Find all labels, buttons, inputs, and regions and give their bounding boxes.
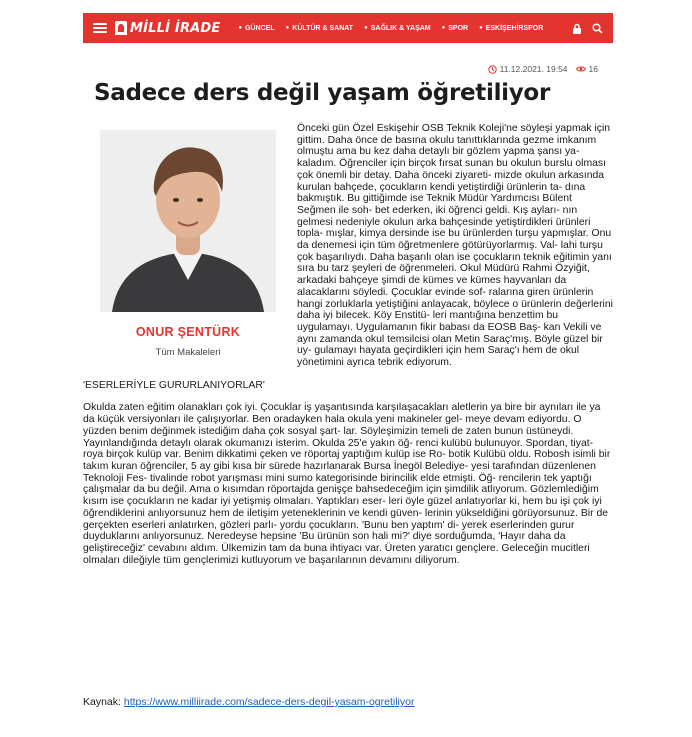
search-icon[interactable] xyxy=(592,23,603,34)
source-line xyxy=(83,696,414,708)
view-count: 16 xyxy=(588,64,598,74)
article-paragraph: Önceki gün Özel Eskişehir OSB Teknik Koleji'ne söyleşi yapmak için gittim. Daha önce de basına okulu tanıttıklarında gezme imkanım olmuştu ama bu kez daha detaylı bir gözlem yapma şansı ya- kaladım. Öğrenciler için birçok fırsat sunan bu okulun burslu olması çok önemli bir detay. Daha önceki ziyareti- mizde okulun arkasında kurulan bahçede, çocukların kendi yetiştirdiği ürünlerin ta- dına bakmıştık. Bu gittiğimde ise Teknik Müdür Yardımcısı Bülent Seğmen ile soh- bet ederken, iki öğrenci geldi. Kış ayları- nın gelmesi nedeniyle okulun arka bahçesinde yetiştirdikleri ürünleri topla- mışlar, kimya dersinde ise bu ürünlerden turşu yapmışlar. Onu da denemesi için tüm öğretmenlere götürüyorlarmış. Val- lahi turşu çok başarılıydı. Daha başarılı olan ise çocukların teknik eğitimin yanı sıra bu tarz şeyleri de öğrenmeleri. Okul Müdürü Rahmi Özyiğit, arkadaki bahçeye şimdi de kümes ve kümes hayvanları da alacaklarını söyledi. Çocuklar evinde sof- ralarına giren ürünlerin hangi zorluklarla yetiştiğini anlayacak, böylece o ürünlerin değerlerini daha iyi bilecek. Köy Enstitü- leri mantığına benzettim bu uygulamayı. Uygulamanın fikir babası da EOSB Baş- kan Vekili ve aynı zamanda okul temsilcisi olan Metin Saraç'mış. Böyle güzel bir uy- gulamayı hayata geçirdikleri için hem Saraç'ı hem de okul yönetimini ayrıca tebrik ediyorum. xyxy=(297,123,613,369)
article-paragraph: Okulda zaten eğitim olanakları çok iyi. Çocuklar iş yaşantısında karşılaşacakları aletlerin ya bire bir aynıları ile ya da küçük versiyonları ile çalışıyorlar. Ben oradayken hala okula yeni makineler gel- meye devam ediyordu. O yüzden benim değinmek istediğim daha çok sosyal şart- lar. Söyleşimizin temeli de zaten bunun üstüneydi. Yayınlandığında detaylı olarak okumanızı isterim. Okulda 25'e yakın öğ- renci kulübü bulunuyor. Spordan, tiyat- roya birçok kulüp var. Benim dikkatimi çeken ve röportaj yaptığım kulüp ise Ro- botik Kulübü oldu. Robosh isimli bir takım kuran öğrenciler, 5 ay gibi kısa bir sürede hazırlanarak Bursa İnegöl Belediye- yesi tarafından düzenlenen Teknoloji Fes- tivalinde robot yarışması mini sumo kategorisinde birincilik elde etmişti. Öğ- rencilerin tek yaptığı çalışmalar da bu değil. Ama o kısımdan röportajda genişçe bahsedeceğim için şimdilik atlıyorum. Gözlemlediğim kısım ise çocukların ne kadar iyi yetişmiş olmaları. Yaptıkları eser- leri öyle güzel anlatıyorlar ki, hem bu işi çok iyi öğrendiklerini anlıyorsunuz hem de iletişim yeteneklerinin ve kendi güven- lerinin yükseldiğini görüyorsunuz. Bir de gerçekten eserleri anlatırken, gözleri parlı- yordu çocukların. 'Bunu ben yaptım' di- yerek eserlerinden gurur duyduklarını anlıyorsunuz. Neredeyse hepsine 'Bu ürünün son hali mi?' diye sorduğumda, 'Hayır daha da geliştireceğiz' cevabını aldım. Ülkemizin tam da buna ihtiyacı var. Üreten yaratıcı gençlere. Geleceğin mucitleri olmaları dileğiyle tüm gençlerimizi kutluyorum ve başarılarının devamını diliyorum. xyxy=(83,402,611,566)
nav-dot-icon: ● xyxy=(364,25,368,31)
nav-item-spor[interactable]: ● SPOR xyxy=(441,24,469,32)
source-link[interactable]: https://www.milliirade.com/sadece-ders-degil-yasam-ogretiliyor xyxy=(123,696,415,708)
article-body xyxy=(83,123,613,577)
nav-dot-icon: ● xyxy=(238,25,243,31)
clock-icon xyxy=(488,65,497,74)
top-navbar xyxy=(83,13,613,43)
logo-icon xyxy=(115,21,127,35)
nav-dot-icon: ● xyxy=(479,25,483,31)
nav-item-kultur-sanat[interactable]: ● KÜLTÜR & SANAT xyxy=(285,24,354,32)
nav-dot-icon: ● xyxy=(285,25,290,31)
source-label: Kaynak: xyxy=(83,696,121,708)
article-title: Sadece ders değil yaşam öğretiliyor xyxy=(94,80,550,106)
nav-item-guncel[interactable]: ● GÜNCEL xyxy=(238,24,275,32)
nav-item-eskisehirspor[interactable]: ● ESKİŞEHİRSPOR xyxy=(479,24,544,32)
author-name: ONUR ŞENTÜRK xyxy=(135,325,241,339)
lock-icon[interactable] xyxy=(572,23,582,34)
publish-date: 11.12.2021. 19:54 xyxy=(499,64,568,74)
nav-actions xyxy=(562,23,603,34)
nav-menu xyxy=(238,13,554,43)
logo-text: MİLLİ İRADE xyxy=(130,20,221,36)
menu-icon[interactable] xyxy=(93,23,107,33)
article-subheading: 'ESERLERİYLE GURURLANIYORLAR' xyxy=(83,379,265,391)
eye-icon xyxy=(576,65,586,73)
all-articles-link[interactable]: Tüm Makaleleri xyxy=(155,347,221,358)
nav-dot-icon: ● xyxy=(441,25,446,31)
site-logo[interactable] xyxy=(115,13,220,43)
nav-item-saglik-yasam[interactable]: ● SAĞLIK & YAŞAM xyxy=(364,24,431,32)
article-meta xyxy=(488,64,598,74)
